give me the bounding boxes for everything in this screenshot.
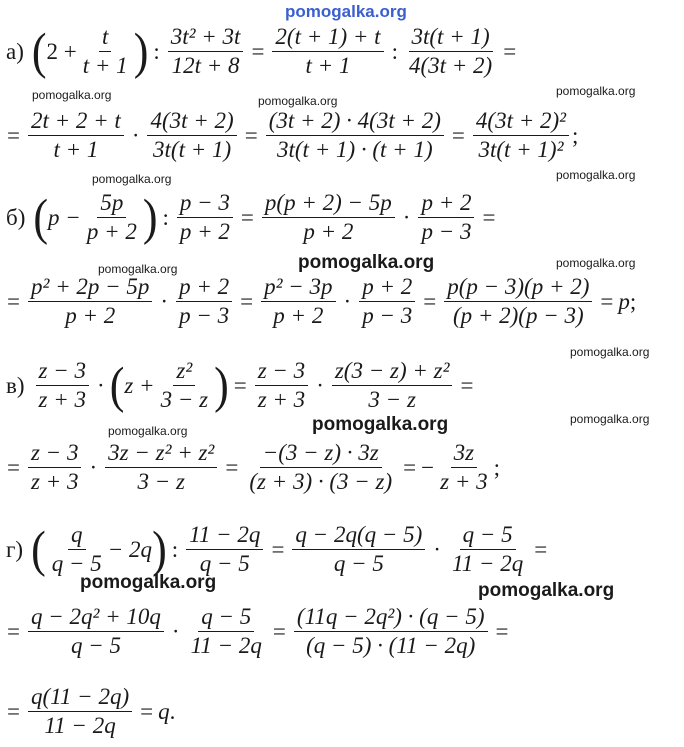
denominator: q − 5	[51, 551, 102, 576]
fraction	[177, 190, 233, 245]
paren-open: (	[109, 356, 125, 414]
numerator: p(p + 2) − 5p	[262, 190, 395, 218]
numerator: q	[68, 522, 86, 550]
denominator: 3 − z	[137, 469, 185, 494]
fraction	[105, 440, 217, 495]
op-eq: =	[7, 698, 20, 724]
numerator: q − 2q² + 10q	[28, 604, 164, 632]
op-eq: =	[403, 454, 417, 480]
fraction	[437, 440, 490, 495]
denominator: 3 − z	[368, 387, 416, 412]
denominator: 11 − 2q	[451, 551, 524, 576]
denominator: p + 2	[179, 219, 230, 244]
denominator: t + 1	[53, 137, 99, 162]
numerator: p² − 3p	[261, 274, 335, 302]
numerator: 2t + 2 + t	[28, 108, 124, 136]
op-eq: =	[451, 122, 465, 148]
result: p	[618, 288, 630, 314]
denominator: p − 3	[362, 303, 413, 328]
part-a-line-2	[2, 108, 578, 163]
watermark: pomogalka.org	[556, 168, 636, 182]
op-eq: =	[7, 288, 20, 314]
op-div: :	[391, 38, 398, 64]
semicolon: ;	[629, 288, 637, 314]
fraction	[272, 24, 383, 79]
paren-close: )	[152, 520, 167, 578]
fraction	[84, 190, 140, 245]
expr-pre: p −	[48, 204, 81, 230]
denominator: z + 3	[440, 469, 488, 494]
denominator: 4(3t + 2)	[408, 53, 493, 78]
fraction	[28, 108, 124, 163]
expr-pre: 2 +	[46, 38, 77, 64]
op-eq: =	[140, 698, 154, 724]
numerator: z − 3	[36, 358, 89, 386]
fraction	[332, 358, 453, 413]
op-eq: =	[240, 204, 254, 230]
fraction	[186, 522, 263, 577]
op-dot: ·	[171, 618, 180, 644]
op-eq: =	[225, 454, 239, 480]
expr-pre: z +	[124, 372, 155, 398]
fraction	[406, 24, 495, 79]
numerator: q − 5	[460, 522, 516, 550]
op-eq: =	[244, 122, 258, 148]
watermark-top: pomogalka.org	[285, 2, 407, 21]
paren-open: (	[31, 520, 46, 578]
op-eq: =	[423, 288, 437, 314]
denominator: q − 5	[70, 633, 121, 658]
op-dot: ·	[402, 204, 411, 230]
denominator: z + 3	[257, 387, 306, 412]
fraction	[28, 440, 81, 495]
numerator: 3t² + 3t	[168, 24, 244, 52]
label-a: а)	[6, 38, 24, 64]
denominator: 3t(t + 1)	[153, 137, 232, 162]
semicolon: ;	[493, 454, 500, 480]
op-eq: =	[251, 38, 265, 64]
fraction	[262, 190, 395, 245]
numerator: p² + 2p − 5p	[28, 274, 152, 302]
numerator: z(3 − z) + z²	[332, 358, 453, 386]
denominator: p + 2	[273, 303, 324, 328]
fraction	[261, 274, 335, 329]
fraction	[28, 684, 132, 739]
fraction	[246, 440, 395, 495]
numerator: 11 − 2q	[186, 522, 263, 550]
fraction	[255, 358, 308, 413]
denominator: p + 2	[65, 303, 116, 328]
denominator: (z + 3) · (3 − z)	[249, 469, 393, 494]
fraction	[418, 190, 474, 245]
fraction	[80, 24, 131, 79]
fraction	[359, 274, 415, 329]
fraction	[36, 358, 89, 413]
part-v-line-1	[6, 358, 478, 413]
denominator: p + 2	[86, 219, 137, 244]
watermark: pomogalka.org	[556, 256, 636, 270]
op-dot: ·	[89, 454, 98, 480]
op-eq: =	[7, 454, 20, 480]
numerator: 3z	[451, 440, 477, 468]
fraction	[294, 604, 488, 659]
fraction	[176, 274, 232, 329]
part-g-line-3	[2, 684, 175, 739]
fraction	[444, 274, 592, 329]
denominator: q − 5	[199, 551, 250, 576]
numerator: p + 2	[176, 274, 232, 302]
label-b: б)	[6, 204, 26, 230]
op-dot: ·	[131, 122, 140, 148]
result: q	[158, 698, 170, 724]
watermark: pomogalka.org	[92, 172, 172, 186]
fraction	[449, 522, 526, 577]
numerator: p(p − 3)(p + 2)	[444, 274, 592, 302]
denominator: p + 2	[303, 219, 354, 244]
watermark: pomogalka.org	[108, 424, 188, 438]
denominator: t + 1	[305, 53, 351, 78]
label-g: г)	[6, 536, 24, 562]
numerator: q(11 − 2q)	[28, 684, 132, 712]
op-eq: =	[233, 372, 247, 398]
numerator: 5p	[97, 190, 126, 218]
op-eq: =	[7, 122, 20, 148]
numerator: z − 3	[255, 358, 308, 386]
watermark: pomogalka.org	[312, 414, 449, 435]
numerator: 2(t + 1) + t	[272, 24, 383, 52]
op-dot: ·	[433, 536, 441, 562]
part-a-line-1	[6, 24, 521, 79]
part-b-line-1	[6, 190, 500, 245]
op-eq: =	[460, 372, 474, 398]
fraction	[473, 108, 569, 163]
op-eq: =	[534, 536, 548, 562]
paren-close: )	[142, 188, 158, 246]
numerator: 3t(t + 1)	[409, 24, 493, 52]
watermark: pomogalka.org	[258, 94, 338, 108]
denominator: t + 1	[82, 53, 128, 78]
watermark: pomogalka.org	[98, 262, 178, 276]
fraction	[266, 108, 444, 163]
op-eq: =	[482, 204, 496, 230]
part-g-line-2	[2, 604, 514, 659]
part-b-line-2	[2, 274, 636, 329]
watermark: pomogalka.org	[556, 84, 636, 98]
op-eq: =	[600, 288, 614, 314]
denominator: (q − 5) · (11 − 2q)	[306, 633, 476, 658]
denominator: 11 − 2q	[44, 713, 116, 738]
fraction	[28, 604, 164, 659]
denominator: 3t(t + 1)²	[478, 137, 564, 162]
denominator: 3 − z	[160, 387, 209, 412]
watermark: pomogalka.org	[478, 580, 615, 601]
numerator: 4(3t + 2)²	[473, 108, 569, 136]
numerator: q − 5	[198, 604, 254, 632]
paren-open: (	[31, 22, 47, 80]
op-div: :	[171, 536, 179, 562]
label-v: в)	[6, 372, 25, 398]
paren-open: (	[33, 188, 49, 246]
numerator: p + 2	[359, 274, 415, 302]
op-eq: =	[503, 38, 517, 64]
part-g-line-1	[6, 522, 552, 577]
op-eq: =	[272, 618, 286, 644]
op-dot: ·	[97, 372, 105, 398]
op-eq: =	[495, 618, 509, 644]
fraction	[28, 274, 152, 329]
numerator: −(3 − z) · 3z	[260, 440, 382, 468]
numerator: (11q − 2q²) · (q − 5)	[294, 604, 488, 632]
op-eq: =	[240, 288, 254, 314]
op-div: :	[162, 204, 169, 230]
watermark: pomogalka.org	[298, 252, 435, 273]
fraction	[188, 604, 265, 659]
numerator: q − 2q(q − 5)	[292, 522, 425, 550]
watermark: pomogalka.org	[32, 88, 112, 102]
watermark: pomogalka.org	[570, 345, 650, 359]
op-dot: ·	[316, 372, 324, 398]
numerator: 3z − z² + z²	[105, 440, 217, 468]
expr-post: − 2q	[107, 536, 153, 562]
fraction	[158, 358, 211, 413]
numerator: t	[99, 24, 111, 52]
period: .	[169, 698, 176, 724]
denominator: q − 5	[333, 551, 384, 576]
minus-sign: −	[421, 454, 435, 480]
watermark: pomogalka.org	[570, 412, 650, 426]
fraction	[292, 522, 425, 577]
op-eq: =	[271, 536, 285, 562]
paren-close: )	[133, 22, 149, 80]
part-v-line-2	[2, 440, 500, 495]
denominator: 3t(t + 1) · (t + 1)	[277, 137, 433, 162]
denominator: 11 − 2q	[190, 633, 262, 658]
semicolon: ;	[572, 122, 579, 148]
numerator: p + 2	[418, 190, 474, 218]
numerator: 4(3t + 2)	[147, 108, 236, 136]
numerator: p − 3	[177, 190, 233, 218]
numerator: (3t + 2) · 4(3t + 2)	[266, 108, 444, 136]
op-dot: ·	[160, 288, 169, 314]
denominator: z + 3	[38, 387, 87, 412]
denominator: (p + 2)(p − 3)	[452, 303, 584, 328]
denominator: z + 3	[30, 469, 79, 494]
op-eq: =	[7, 618, 20, 644]
denominator: p − 3	[421, 219, 472, 244]
denominator: p − 3	[179, 303, 230, 328]
fraction	[147, 108, 236, 163]
op-div: :	[153, 38, 160, 64]
fraction	[168, 24, 244, 79]
fraction	[49, 522, 105, 577]
numerator: z − 3	[28, 440, 81, 468]
numerator: z²	[173, 358, 195, 386]
op-dot: ·	[343, 288, 352, 314]
paren-close: )	[214, 356, 229, 414]
denominator: 12t + 8	[171, 53, 240, 78]
watermark: pomogalka.org	[80, 572, 217, 593]
